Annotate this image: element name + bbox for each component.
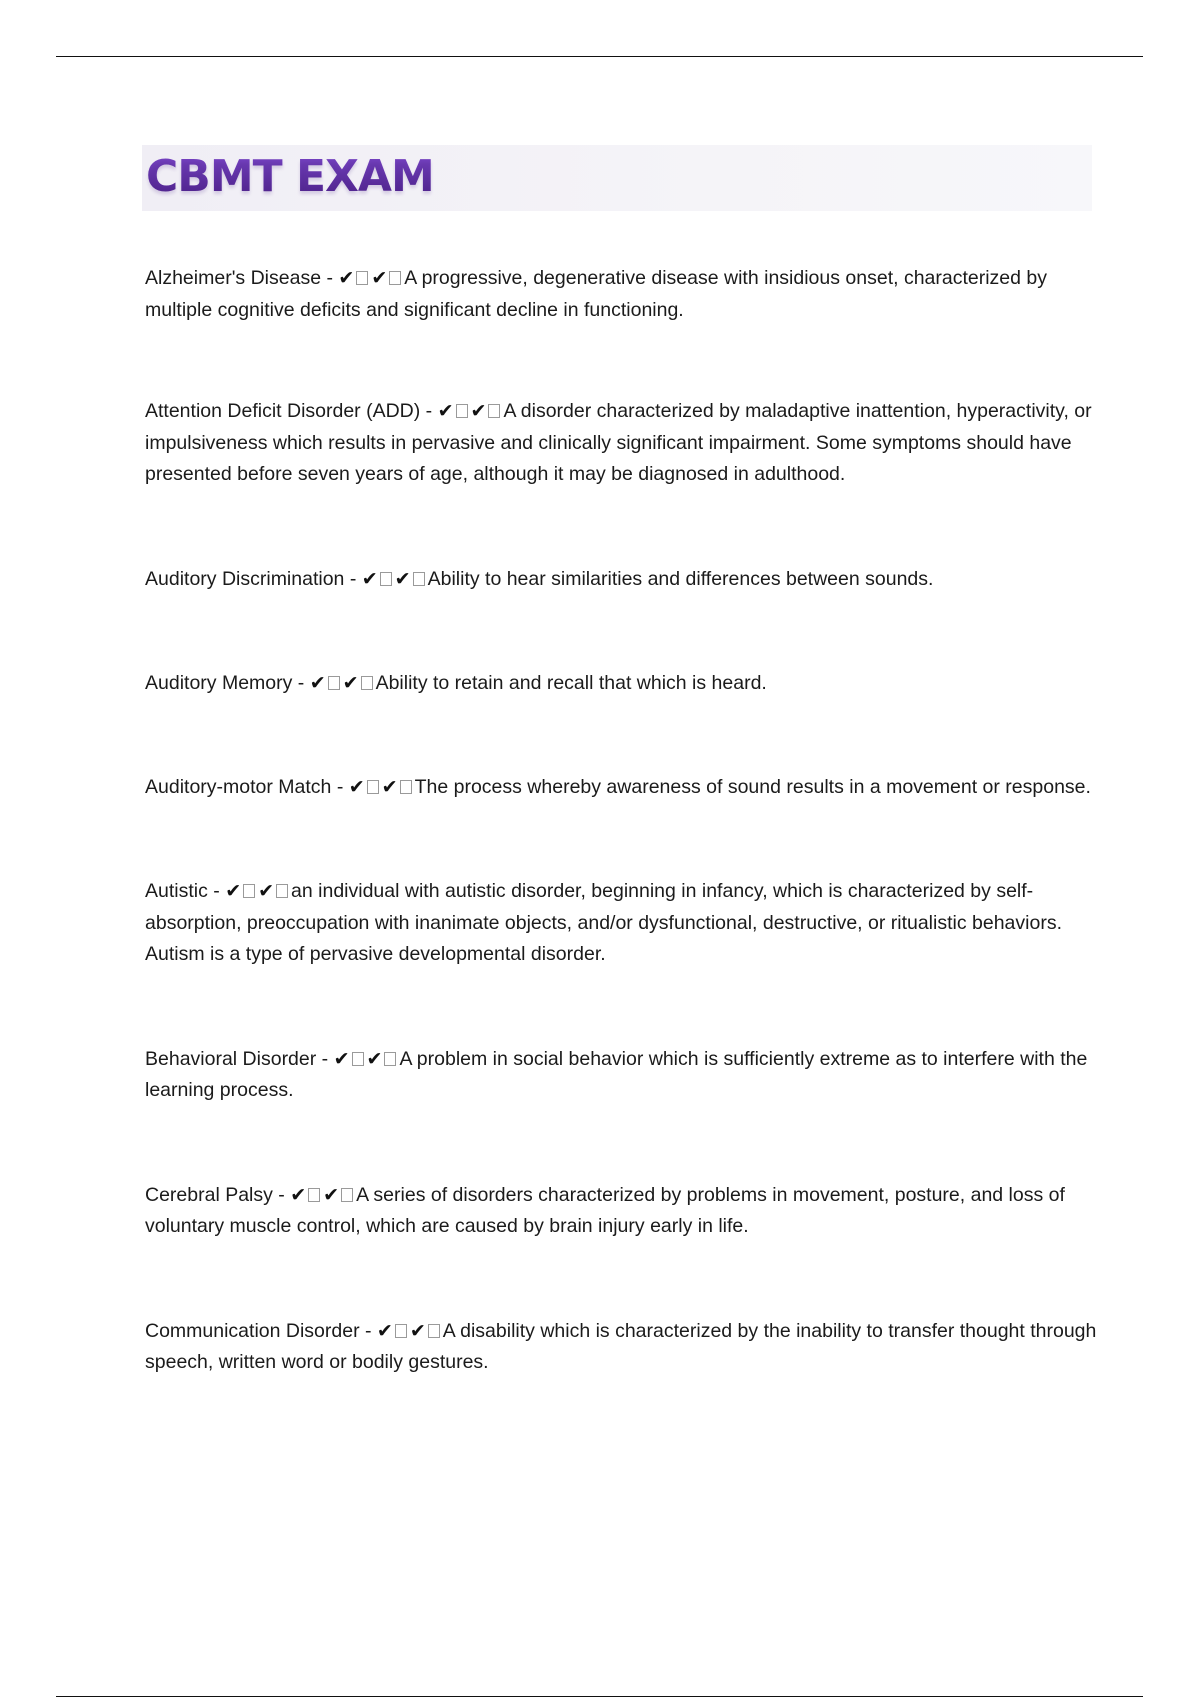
document-title: CBMT EXAM [146,151,434,202]
checkmark-icon: ✔ [323,1183,340,1206]
entry-definition: A progressive, degenerative disease with insidious onset, characterized by multiple cognitive deficits and significant decline in functioning. [145,267,1048,321]
entry-separator: - [316,1047,334,1070]
checkmark-icon: ✔ [361,567,378,590]
checkmark-icon: ✔ [470,400,487,422]
empty-box-icon [395,1324,407,1338]
entry-separator: - [420,400,438,422]
entry-term: Auditory-motor Match [145,775,332,798]
checkmark-icon: ✔ [225,880,242,902]
empty-box-icon [413,572,425,586]
checkmark-icon: ✔ [409,1319,426,1342]
entry-definition: Ability to hear similarities and differences between sounds. [427,567,934,590]
checkmark-icon: ✔ [342,672,359,694]
entry-term: Autistic [145,880,208,902]
glossary-entry [145,564,1100,596]
glossary-entry [145,263,1100,326]
entry-separator: - [331,775,349,798]
entry-definition: The process whereby awareness of sound results in a movement or response. [414,775,1091,798]
glossary-entry [145,772,1100,804]
empty-box-icon [328,676,340,690]
checkmark-icon: ✔ [381,775,398,798]
entry-definition: A disability which is characterized by the inability to transfer thought through speech, written word or bodily gestures. [145,1319,1097,1373]
checkmark-icon: ✔ [348,775,365,798]
empty-box-icon [389,271,401,285]
empty-box-icon [308,1188,320,1202]
empty-box-icon [384,1052,396,1066]
checkmark-icon: ✔ [309,672,326,694]
glossary-entry [145,1044,1100,1107]
empty-box-icon [341,1188,353,1202]
empty-box-icon [352,1052,364,1066]
entry-term: Auditory Discrimination [145,567,345,590]
entry-separator: - [344,567,362,590]
empty-box-icon [488,404,500,418]
glossary-entry [145,1316,1100,1379]
glossary-list [145,263,1100,1379]
empty-box-icon [400,780,412,794]
entry-definition: an individual with autistic disorder, beginning in infancy, which is characterized by self-absorption, preoccupation with inanimate objects, and/or dysfunctional, destructive, or ritualistic behaviors. Autism is a type of pervasive developmental disorder. [145,880,1062,965]
empty-box-icon [380,572,392,586]
title-banner [142,145,1092,211]
top-rule [56,56,1143,57]
entry-definition: A disorder characterized by maladaptive inattention, hyperactivity, or impulsiveness which results in pervasive and clinically significant impairment. Some symptoms should have presented before seven years of age, although it may be diagnosed in adulthood. [145,400,1092,485]
entry-separator: - [207,880,226,902]
empty-box-icon [356,271,368,285]
empty-box-icon [243,884,255,898]
entry-term: Auditory Memory [145,672,293,694]
entry-term: Alzheimer's Disease [145,267,322,289]
entry-definition: Ability to retain and recall that which is heard. [375,672,767,694]
checkmark-icon: ✔ [376,1319,393,1342]
entry-separator: - [292,672,310,694]
glossary-entry [145,668,1100,700]
checkmark-icon: ✔ [333,1047,350,1070]
entry-term: Cerebral Palsy [145,1183,273,1206]
checkmark-icon: ✔ [371,267,388,289]
empty-box-icon [367,780,379,794]
checkmark-icon: ✔ [394,567,411,590]
checkmark-icon: ✔ [258,880,275,902]
entry-term: Behavioral Disorder [145,1047,317,1070]
entry-term: Communication Disorder [145,1319,360,1342]
empty-box-icon [456,404,468,418]
entry-term: Attention Deficit Disorder (ADD) [145,400,421,422]
empty-box-icon [276,884,288,898]
checkmark-icon: ✔ [290,1183,307,1206]
empty-box-icon [428,1324,440,1338]
empty-box-icon [361,676,373,690]
entry-definition: A problem in social behavior which is sufficiently extreme as to interfere with the learning process. [145,1047,1088,1101]
entry-separator: - [272,1183,291,1206]
glossary-entry [145,876,1100,971]
checkmark-icon: ✔ [366,1047,383,1070]
entry-separator: - [359,1319,377,1342]
glossary-entry [145,1180,1100,1243]
checkmark-icon: ✔ [437,400,454,422]
entry-separator: - [321,267,339,289]
checkmark-icon: ✔ [338,267,355,289]
bottom-rule [56,1696,1143,1697]
glossary-entry [145,396,1100,491]
entry-definition: A series of disorders characterized by problems in movement, posture, and loss of voluntary muscle control, which are caused by brain injury early in life. [145,1183,1065,1237]
